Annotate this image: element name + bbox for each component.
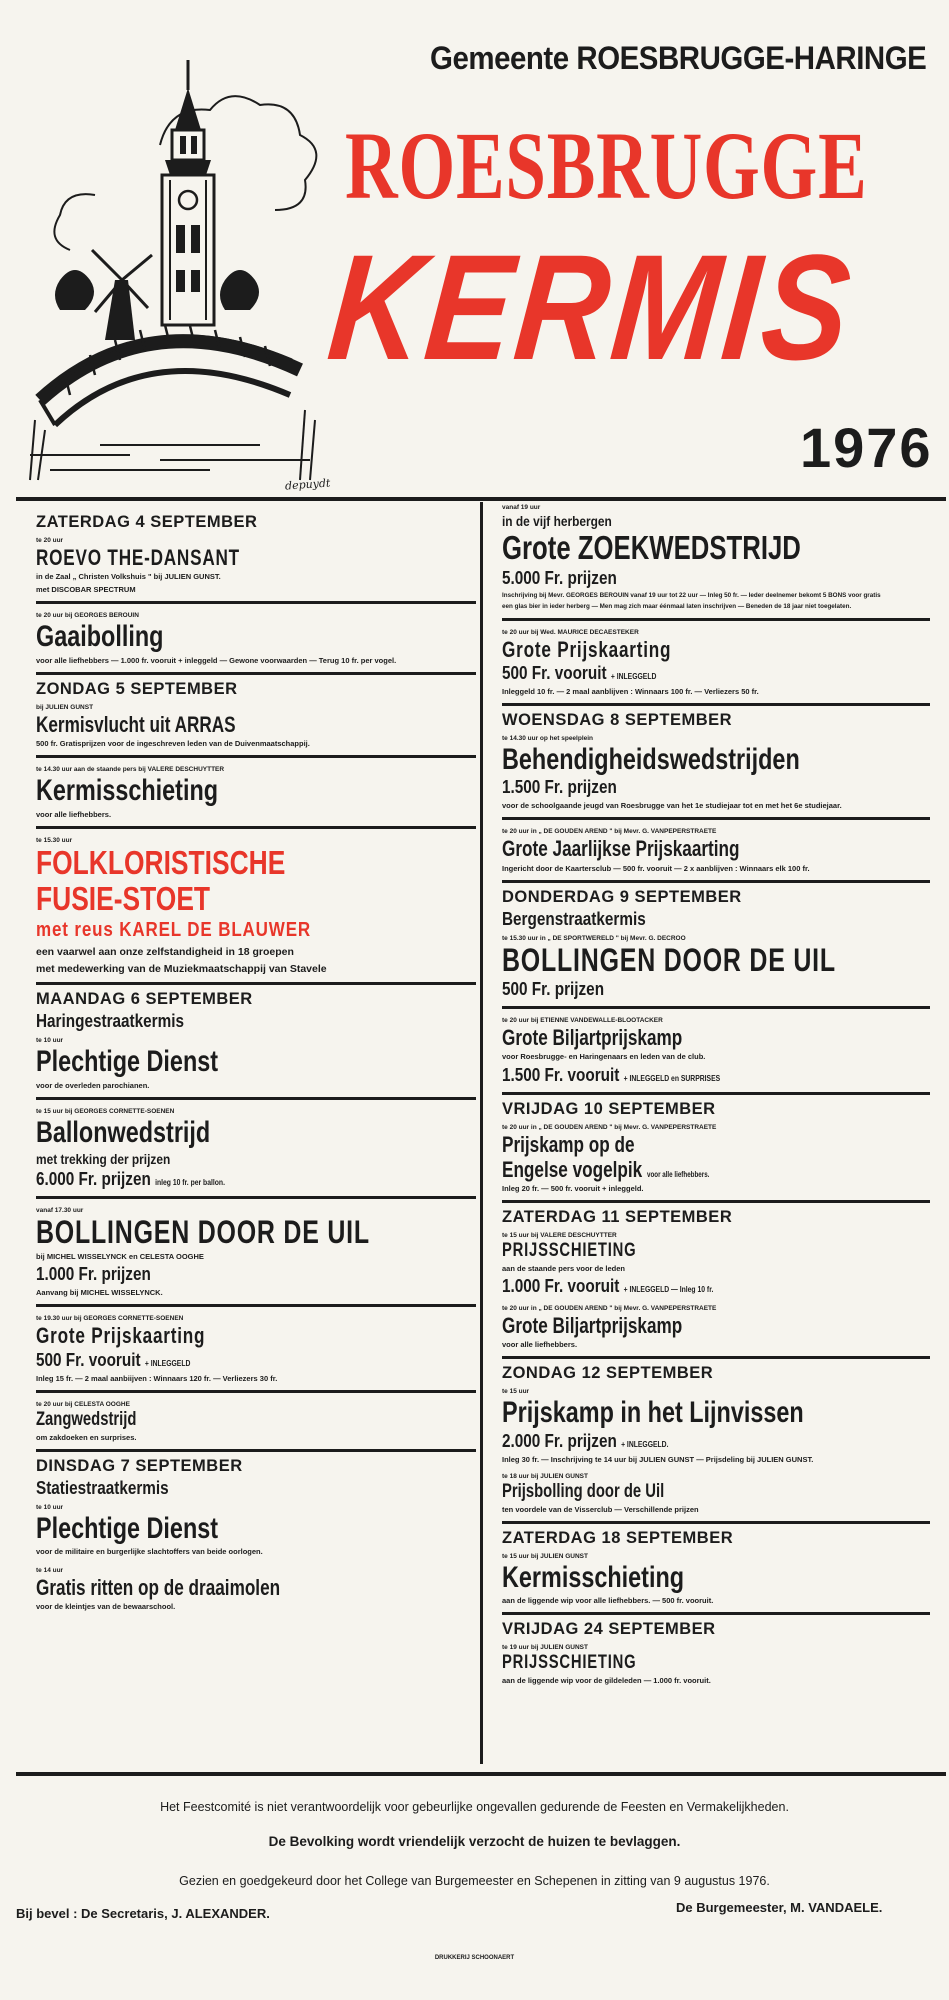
prize-amount: 500 Fr. vooruit [502,662,607,683]
event-time: vanaf 19 uur [502,504,541,511]
title-roesbrugge: ROESBRUGGE [345,112,868,219]
event-note: in de Zaal „ Christen Volkshuis " bij JULIEN GUNST. [36,572,221,582]
event-time: te 15.30 uur in „ DE SPORTWERELD " bij Mevr. G. DECROO [502,934,686,942]
prize-note: + INLEGGELD en SURPRISES [623,1073,721,1083]
day-heading: VRIJDAG 10 SEPTEMBER [502,1099,716,1118]
event-time: te 15.30 uur [36,836,73,844]
event-zondag-12 [502,1359,930,1524]
event-dinsdag [36,1452,476,1619]
day-heading: MAANDAG 6 SEPTEMBER [36,990,253,1009]
event-note: ten voordele van de Visserclub — Verschillende prijzen [502,1504,699,1514]
event-time: te 15 uur bij VALERE DESCHUYTTER [502,1231,617,1239]
year: 1976 [800,416,933,479]
event-title [502,1158,836,1181]
event-jaarlijkse-kaarting [502,820,930,882]
event-subtitle: 1.000 Fr. prijzen [36,1264,151,1285]
left-column [36,508,476,1619]
event-vogelpik [502,1095,930,1203]
day-heading: ZONDAG 12 SEPTEMBER [502,1364,714,1383]
event-note: bij MICHEL WISSELYNCK en CELESTA OOGHE [36,1252,204,1262]
secretary-signature: Bij bevel : De Secretaris, J. ALEXANDER. [16,1906,270,1921]
prize-amount: 6.000 Fr. prijzen [36,1168,151,1189]
day-heading: DINSDAG 7 SEPTEMBER [36,1456,243,1475]
event-note: een glas bier in ieder herberg — Men mag zich maar éénmaal laten inschrijven — Beneden de 18 jaar niet toegelaten. [502,603,852,611]
event-zaterdag-11 [502,1203,930,1359]
event-title: Grote ZOEKWEDSTRIJD [502,529,801,566]
event-subtitle: met reus KAREL DE BLAUWER [36,919,312,942]
event-subtitle [502,1431,866,1452]
event-title: Gratis ritten op de draaimolen [36,1575,281,1601]
event-prijskaarting-right [502,621,930,706]
church-bridge-illustration [10,50,340,493]
event-time: te 20 uur in „ DE GOUDEN AREND " bij Mevr. G. VANPEPERSTRAETE [502,828,717,836]
approval-note: Gezien en goedgekeurd door het College van Burgemeester en Schepenen in zitting van 9 augustus 1976. [179,1874,770,1888]
title-kermis: KERMIS [322,223,860,391]
event-note: voor de overleden parochianen. [36,1080,150,1090]
event-time: te 20 uur in „ DE GOUDEN AREND " bij Mevr. G. VANPEPERSTRAETE [502,1304,717,1312]
event-note: voor Roesbrugge- en Haringenaars en leden van de club. [502,1052,706,1062]
disclaimer: Het Feestcomité is niet verantwoordelijk voor gebeurlijke ongevallen gedurende de Feesten en Vermakelijkheden. [160,1800,789,1814]
prize-amount: 1.500 Fr. vooruit [502,1064,620,1085]
event-title: Plechtige Dienst [36,1511,219,1545]
column-divider [480,502,483,1764]
event-title: Grote Jaarlijkse Prijskaarting [502,836,740,862]
prize-amount: 1.000 Fr. vooruit [502,1275,620,1296]
event-title: Grote Prijskaarting [502,636,672,662]
event-folkloristische-stoet [36,829,476,986]
event-time: te 19 uur bij JULIEN GUNST [502,1644,588,1652]
event-title-part: Engelse vogelpik [502,1156,643,1182]
event-subtitle: 5.000 Fr. prijzen [502,567,617,588]
event-zaterdag-18 [502,1524,930,1616]
event-zangwedstrijd [36,1393,476,1452]
event-subtitle [36,1169,410,1190]
event-note: voor alle liefhebbers. [502,1339,578,1349]
day-heading: ZATERDAG 4 SEPTEMBER [36,513,258,531]
event-time: te 19.30 uur bij GEORGES CORNETTE-SOENEN [36,1315,184,1323]
prize-note: voor alle liefhebbers. [646,1169,710,1179]
event-title: PRIJSSCHIETING [502,1652,637,1674]
event-vrijdag-24 [502,1615,930,1692]
event-title: Zangwedstrijd [36,1408,137,1430]
flag-request: De Bevolking wordt vriendelijk verzocht de huizen te bevlaggen. [268,1834,681,1849]
event-subtitle: 500 Fr. prijzen [502,979,605,1000]
event-time: te 20 uur bij ETIENNE VANDEWALLE-BLOOTACKER [502,1017,663,1025]
event-title: Ballonwedstrijd [36,1116,211,1150]
event-title: BOLLINGEN DOOR DE UIL [36,1213,370,1250]
event-bollingen-uil [36,1199,476,1308]
event-note: Ingericht door de Kaartersclub — 500 fr. vooruit — 2 x aanblijven : Winnaars elk 100 fr. [502,863,810,873]
event-time: te 15 uur bij GEORGES CORNETTE-SOENEN [36,1108,175,1116]
event-title: Grote Biljartprijskamp [502,1025,683,1051]
event-time: bij JULIEN GUNST [36,703,94,711]
event-note: met medewerking van de Muziekmaatschappij van Stavele [36,963,327,976]
day-heading: ZATERDAG 18 SEPTEMBER [502,1528,734,1547]
event-time: te 10 uur [36,1037,64,1045]
mayor-signature: De Burgemeester, M. VANDAELE. [676,1900,883,1915]
event-note: voor de schoolgaande jeugd van Roesbrugge van het 1e studiejaar tot en met het 6e studiejaar. [502,801,842,811]
event-time: te 20 uur bij Wed. MAURICE DECAESTEKER [502,628,639,636]
event-note: met DISCOBAR SPECTRUM [36,585,136,595]
event-title: Gaaibolling [36,620,164,654]
day-heading: DONDERDAG 9 SEPTEMBER [502,887,742,906]
event-note: Aanvang bij MICHEL WISSELYNCK. [36,1288,163,1298]
event-time: te 20 uur [36,537,64,544]
event-title: Kermisschieting [36,774,219,808]
event-subtitle [502,1276,866,1297]
municipality-heading: Gemeente ROESBRUGGE-HARINGE [430,40,927,76]
event-time: te 14.30 uur op het speelplein [502,734,594,742]
right-column [502,496,930,1692]
event-subtitle: in de vijf herbergen [502,513,612,529]
event-time: te 10 uur [36,1503,64,1511]
event-time: vanaf 17.30 uur [36,1206,84,1214]
event-note: Inleggeld 10 fr. — 2 maal aanblijven : Winnaars 100 fr. — Verliezers 50 fr. [502,686,759,696]
event-note: voor de militaire en burgerlijke slachtoffers van beide oorlogen. [36,1547,263,1557]
prize-amount: 2.000 Fr. prijzen [502,1430,617,1451]
event-title: Kermisvlucht uit ARRAS [36,711,236,737]
event-time: te 20 uur bij GEORGES BEROUIN [36,612,139,620]
event-title: FUSIE-STOET [36,880,211,918]
event-subtitle [36,1350,410,1371]
event-subtitle: met trekking der prijzen [36,1150,171,1167]
event-note: Inleg 30 fr. — Inschrijving te 14 uur bij JULIEN GUNST — Prijsdeling bij JULIEN GUNST. [502,1454,814,1464]
day-heading: ZONDAG 5 SEPTEMBER [36,679,238,698]
event-note: Inschrijving bij Mevr. GEORGES BEROUIN vanaf 19 uur tot 22 uur — Inleg 50 fr. — Ieder deelnemer bekomt 5 BONS voor gratis [502,591,881,599]
prize-note: inleg 10 fr. per ballon. [155,1177,225,1187]
event-note: aan de staande pers voor de leden [502,1263,625,1273]
event-title: Kermisschieting [502,1560,685,1594]
event-title: PRIJSSCHIETING [502,1239,637,1261]
event-note: om zakdoeken en surprises. [36,1432,137,1442]
event-note: voor de kleintjes van de bewaarschool. [36,1602,176,1612]
prize-note: + INLEGGELD [144,1358,191,1368]
event-title: ROEVO THE-DANSANT [36,545,240,570]
event-zoekwedstrijd [502,496,930,621]
event-note: aan de liggende wip voor de gildeleden — 1.000 fr. vooruit. [502,1676,711,1686]
bottom-divider [16,1772,946,1776]
event-subtitle: Haringestraatkermis [36,1011,184,1032]
event-subtitle [502,1065,866,1086]
event-note: Inleg 15 fr. — 2 maal aanbiijven : Winnaars 120 fr. — Verliezers 30 fr. [36,1373,278,1383]
event-title: Grote Biljartprijskamp [502,1312,683,1338]
event-subtitle [502,663,866,684]
prize-amount: 500 Fr. vooruit [36,1349,141,1370]
event-title: FOLKLORISTISCHE [36,843,286,881]
event-time: te 14 uur [36,1567,64,1575]
event-title: BOLLINGEN DOOR DE UIL [502,941,836,978]
event-biljart-1 [502,1009,930,1094]
event-subtitle: Bergenstraatkermis [502,908,646,929]
event-maandag-dienst [36,985,476,1100]
artist-signature: depuydt [284,476,331,493]
event-subtitle: Statiestraatkermis [36,1477,169,1498]
day-heading: ZATERDAG 11 SEPTEMBER [502,1207,733,1226]
event-behendigheid [502,706,930,821]
event-note: voor alle liefhebbers. [36,809,112,819]
printer-credit: DRUKKERIJ SCHOONAERT [434,1955,515,1961]
event-note: aan de liggende wip voor alle liefhebbers. — 500 fr. vooruit. [502,1596,714,1606]
event-time: te 20 uur bij CELESTA OOGHE [36,1400,130,1408]
event-title: Behendigheidswedstrijden [502,742,800,776]
prize-note: + INLEGGELD [610,671,657,681]
event-note: voor alle liefhebbers — 1.000 fr. vooruit + inleggeld — Gewone voorwaarden — Terug 10 fr. per vogel. [36,655,397,665]
prize-note: + INLEGGELD — Inleg 10 fr. [623,1284,714,1294]
event-ballonwedstrijd [36,1100,476,1199]
event-time: te 14.30 uur aan de staande pers bij VALERE DESCHUYTTER [36,766,225,774]
event-time: te 20 uur in „ DE GOUDEN AREND " bij Mevr. G. VANPEPERSTRAETE [502,1123,717,1131]
event-note: een vaarwel aan onze zelfstandigheid in 18 groepen [36,946,294,959]
event-title: Grote Prijskaarting [36,1323,206,1349]
event-gaaibolling [36,604,476,675]
event-time: te 18 uur bij JULIEN GUNST [502,1472,588,1480]
event-note: 500 fr. Gratisprijzen voor de ingeschreven leden van de Duivenmaatschappij. [36,739,310,749]
event-note: Inleg 20 fr. — 500 fr. vooruit + inleggeld. [502,1183,644,1193]
event-roevo [36,508,476,604]
prize-note: + INLEGGELD. [621,1439,669,1449]
event-kermisvlucht [36,675,476,758]
day-heading: WOENSDAG 8 SEPTEMBER [502,710,733,729]
event-prijskaarting-left [36,1307,476,1392]
event-title: Prijskamp in het Lijnvissen [502,1396,804,1430]
day-heading: VRIJDAG 24 SEPTEMBER [502,1620,716,1639]
event-subtitle: 1.500 Fr. prijzen [502,777,617,798]
event-time: te 15 uur bij JULIEN GUNST [502,1552,588,1560]
event-kermisschieting [36,758,476,829]
event-title: Plechtige Dienst [36,1045,219,1079]
event-time: te 15 uur [502,1388,530,1396]
event-title: Prijskamp op de [502,1131,635,1157]
event-title: Prijsbolling door de Uil [502,1480,665,1502]
event-donderdag-uil [502,883,930,1010]
